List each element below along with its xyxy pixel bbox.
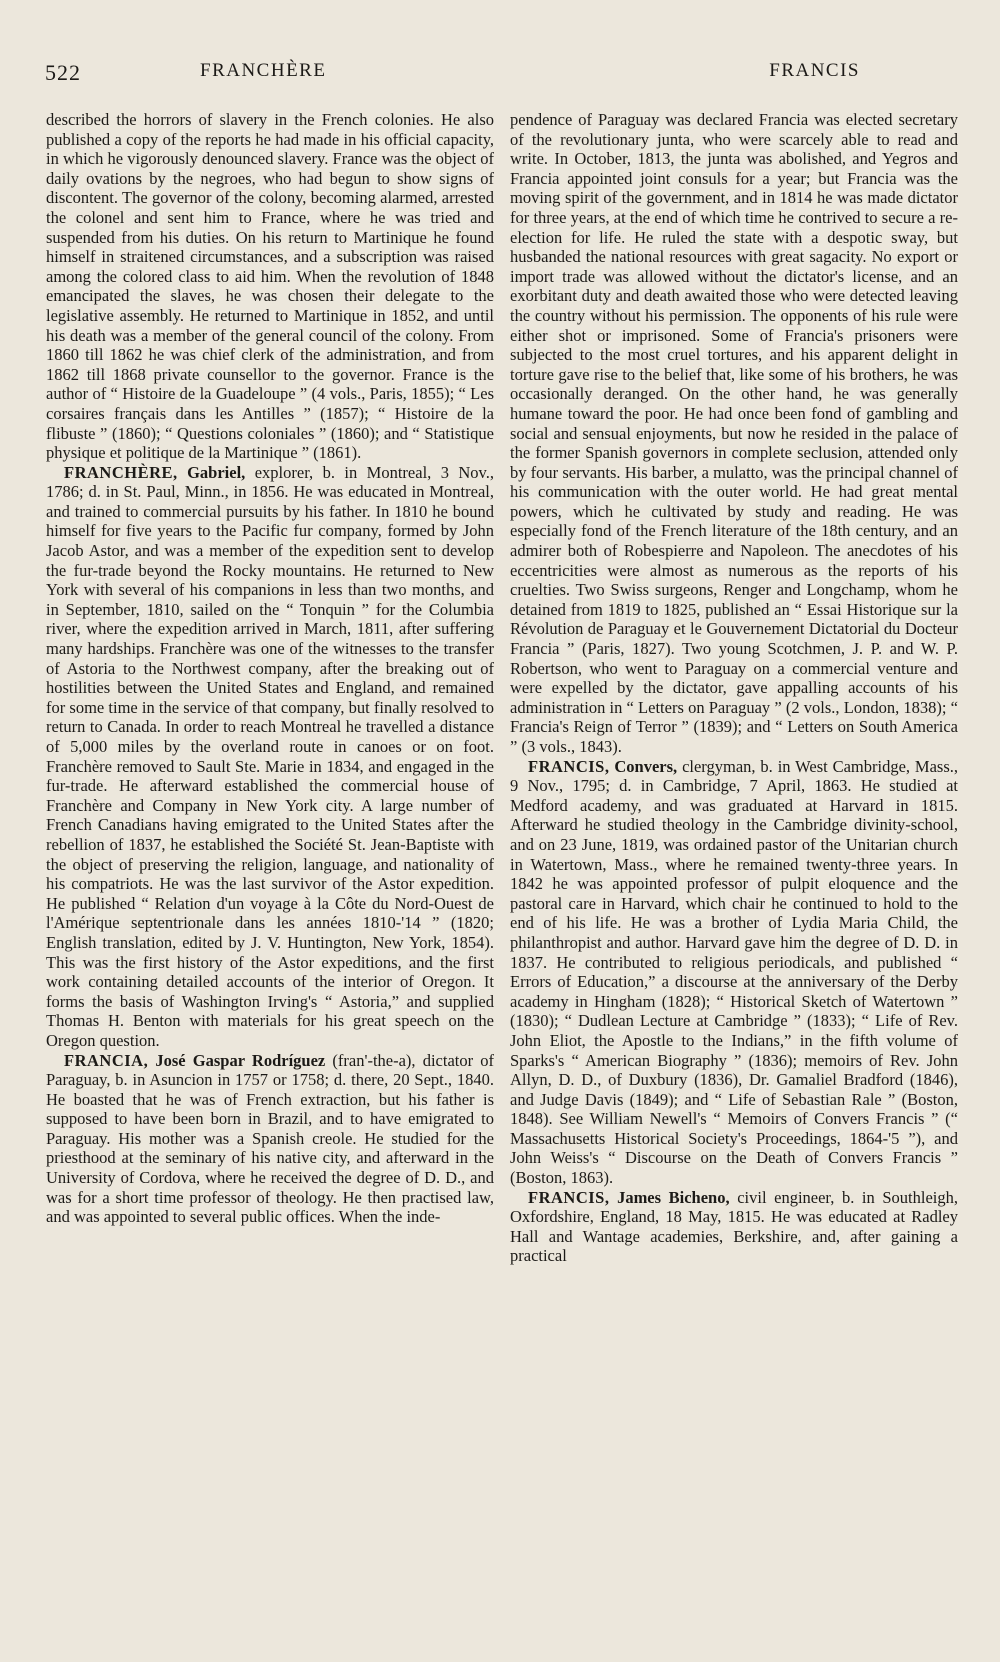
entry-given-name: José Gaspar Rodríguez <box>155 1050 326 1070</box>
entry-text: civil engineer, b. in Southleigh, Oxfordshire, England, 18 May, 1815. He was educated at Radley Hall and Wantage academies, Berkshire, and, after gaining a practical <box>510 1187 958 1266</box>
entry-given-name: Gabriel, <box>187 462 246 482</box>
entry-given-name: Convers, <box>614 756 678 776</box>
running-head-left: FRANCHÈRE <box>200 60 327 81</box>
entry-surname: FRANCIS, <box>528 756 610 776</box>
entry-text: explorer, b. in Montreal, 3 Nov., 1786; d. in St. Paul, Minn., in 1856. He was educated in Montreal, and trained to commercial pursuits by his father. In 1810 he bound himself for five years to the Pacific fur company, formed by John Jacob Astor, and was a member of the expedition sent to develop the fur-trade beyond the Rocky mountains. He returned to New York with several of his companions in less than two months, and in September, 1810, sailed on the “ Tonquin ” for the Columbia river, where the expedition arrived in March, 1811, after suffering many hardships. Franchère was one of the witnesses to the transfer of Astoria to the Northwest company, after the breaking out of hostilities between the United States and England, and remained for some time in the service of that company, but finally resolved to return to Canada. In order to reach Montreal he travelled a distance of 5,000 miles by the overland route in canoes or on foot. Franchère removed to Sault Ste. Marie in 1834, and engaged in the fur-trade. He afterward established the commercial house of Franchère and Company in New York city. A large number of French Canadians having emigrated to the United States after the rebellion of 1837, he established the Société St. Jean-Baptiste with the object of preserving the religion, language, and nationality of his compatriots. He was the last survivor of the Astor expedition. He published “ Relation d'un voyage à la Côte du Nord-Ouest de l'Amérique septentrionale dans les années 1810-'14 ” (1820; English translation, edited by J. V. Huntington, New York, 1854). This was the first history of the Astor expeditions, and the first work containing detailed accounts of the interior of Oregon. It forms the basis of Washington Irving's “ Astoria,” and supplied Thomas H. Benton with materials for his great speech on the Oregon question. <box>46 462 494 1050</box>
entry-francis-convers <box>510 757 958 1188</box>
entry-surname: FRANCHÈRE, <box>64 462 178 482</box>
entry-surname: FRANCIA, <box>64 1050 149 1070</box>
continuation-paragraph: pendence of Paraguay was declared Francia was elected secretary of the revolutionary junta, who were scarcely able to read and write. In October, 1813, the junta was abolished, and Yegros and Francia appointed joint consuls for a year; but Francia was the moving spirit of the government, and in 1814 he was made dictator for three years, at the end of which time he contrived to secure a re-election for life. He ruled the state with a despotic sway, but husbanded the national resources with great sagacity. No export or import trade was allowed without the dictator's license, and an exorbitant duty and death awaited those who were detected leaving the country without his permission. The opponents of his rule were either shot or imprisoned. Some of Francia's prisoners were subjected to the most cruel tortures, and his apparent delight in torture gave rise to the belief that, like some of his brothers, he was occasionally deranged. On the other hand, he was generally humane toward the poor. He had once been fond of gambling and social and sensual enjoyments, but now he resided in the palace of the former Spanish governors in complete seclusion, attended only by four servants. His barber, a mulatto, was the principal channel of his communication with the outer world. He had great mental powers, which he cultivated by study and reading. He was especially fond of the French literature of the 18th century, and an admirer both of Robespierre and Napoleon. The anecdotes of his eccentricities were almost as numerous as the reports of his cruelties. Two Swiss surgeons, Renger and Longchamp, whom he detained from 1819 to 1825, published an “ Essai Historique sur la Révolution de Paraguay et le Gouvernement Dictatorial du Docteur Francia ” (Paris, 1827). Two young Scotchmen, J. P. and W. P. Robertson, who went to Paraguay on a commercial venture and were expelled by the dictator, gave appalling accounts of his administration in “ Letters on Paraguay ” (2 vols., London, 1838); “ Francia's Reign of Terror ” (1839); and “ Letters on South America ” (3 vols., 1843). <box>510 110 958 756</box>
page-number: 522 <box>45 60 81 85</box>
left-column <box>46 110 494 1227</box>
page-header <box>45 60 960 90</box>
right-column <box>510 110 958 1266</box>
entry-text: (fran'-the-a), dictator of Paraguay, b. in Asuncion in 1757 or 1758; d. there, 20 Sept., 1840. He boasted that he was of French extraction, but his father is supposed to have been born in Brazil, and to have emigrated to Paraguay. His mother was a Spanish creole. He studied for the priesthood at the seminary of his native city, and afterward in the University of Cordova, where he received the degree of D. D., and was for a short time professor of theology. He then practised law, and was appointed to several public offices. When the inde- <box>46 1050 495 1227</box>
running-head-right: FRANCIS <box>769 60 860 81</box>
entry-franchere-gabriel <box>46 463 494 1051</box>
entry-text: clergyman, b. in West Cambridge, Mass., 9 Nov., 1795; d. in Cambridge, 7 April, 1863. He studied at Medford academy, and was graduated at Harvard in 1815. Afterward he studied theology in the Cambridge divinity-school, and on 23 June, 1819, was ordained pastor of the Unitarian church in Watertown, Mass., where he remained twenty-three years. In 1842 he was appointed professor of pulpit eloquence and the pastoral care in Harvard, which chair he continued to hold to the end of his life. He was a brother of Lydia Maria Child, the philanthropist and author. Harvard gave him the degree of D. D. in 1837. He contributed to religious periodicals, and published “ Errors of Education,” a discourse at the anniversary of the Derby academy in Hingham (1828); “ Historical Sketch of Watertown ” (1830); “ Dudlean Lecture at Cambridge ” (1833); “ Life of Rev. John Eliot, the Apostle to the Indians,” in the fifth volume of Sparks's “ American Biography ” (1836); memoirs of Rev. John Allyn, D. D., of Duxbury (1836), Dr. Gamaliel Bradford (1846), and Judge Davis (1849); and “ Life of Sebastian Rale ” (Boston, 1848). See William Newell's “ Memoirs of Convers Francis ” (“ Massachusetts Historical Society's Proceedings, 1864-'5 ”), and John Weiss's “ Discourse on the Death of Convers Francis ” (Boston, 1863). <box>510 756 959 1188</box>
entry-francis-james <box>510 1188 958 1266</box>
continuation-paragraph: described the horrors of slavery in the French colonies. He also published a copy of the reports he had made in his official capacity, in which he vigorously denounced slavery. France was the object of daily ovations by the negroes, who had begun to show signs of discontent. The governor of the colony, becoming alarmed, arrested the colonel and sent him to France, where he was tried and suspended from his duties. On his return to Martinique he found himself in straitened circumstances, and a subscription was raised among the colored class to aid him. When the revolution of 1848 emancipated the slaves, he was chosen their delegate to the legislative assembly. He returned to Martinique in 1852, and until his death was a member of the general council of the colony. From 1860 till 1862 he was chief clerk of the administration, and from 1862 till 1868 private counsellor to the governor. France is the author of “ Histoire de la Guadeloupe ” (4 vols., Paris, 1855); “ Les corsaires français dans les Antilles ” (1857); “ Histoire de la flibuste ” (1860); “ Questions coloniales ” (1860); and “ Statistique physique et politique de la Martinique ” (1861). <box>46 110 494 463</box>
entry-francia-jose <box>46 1051 494 1227</box>
entry-given-name: James Bicheno, <box>617 1187 730 1207</box>
entry-surname: FRANCIS, <box>528 1187 610 1207</box>
